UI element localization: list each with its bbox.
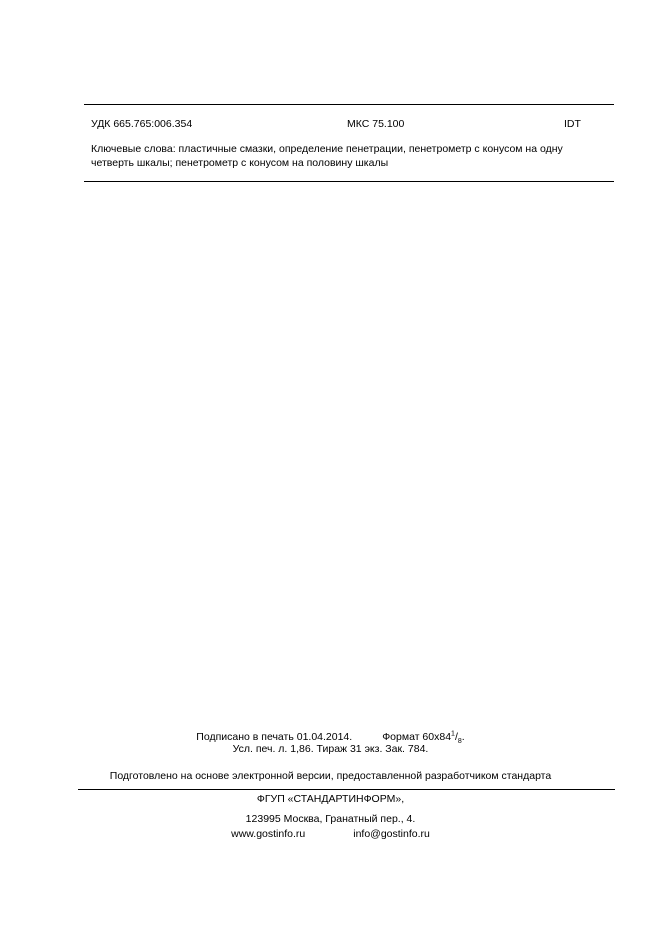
imprint-rule [78, 789, 615, 790]
website-link[interactable]: www.gostinfo.ru [231, 828, 306, 840]
prepared-note: Подготовлено на основе электронной версии, предоставленной разработчиком стандарта [109, 770, 552, 782]
mks-code: МКС 75.100 [347, 118, 405, 130]
udk-code: УДК 665.765:006.354 [91, 118, 193, 130]
header-bottom-rule [84, 181, 614, 182]
publisher-address: 123995 Москва, Гранатный пер., 4. [245, 813, 416, 825]
email-link[interactable]: info@gostinfo.ru [353, 828, 430, 840]
keywords: Ключевые слова: пластичные смазки, определение пенетрации, пенетрометр с конусом на одну четверть шкалы; пенетрометр с конусом на половину шкалы [91, 143, 563, 169]
print-info: Усл. печ. л. 1,86. Тираж 31 экз. Зак. 784. [232, 743, 429, 755]
idt-label: IDT [564, 118, 581, 130]
paper-format: Формат $60x84^1/_8$. [382, 730, 465, 746]
publisher-name: ФГУП «СТАНДАРТИНФОРМ», [256, 793, 405, 805]
top-rule [84, 104, 614, 105]
signed-date: Подписано в печать 01.04.2014. [196, 731, 353, 743]
publisher-contacts [0, 828, 661, 841]
